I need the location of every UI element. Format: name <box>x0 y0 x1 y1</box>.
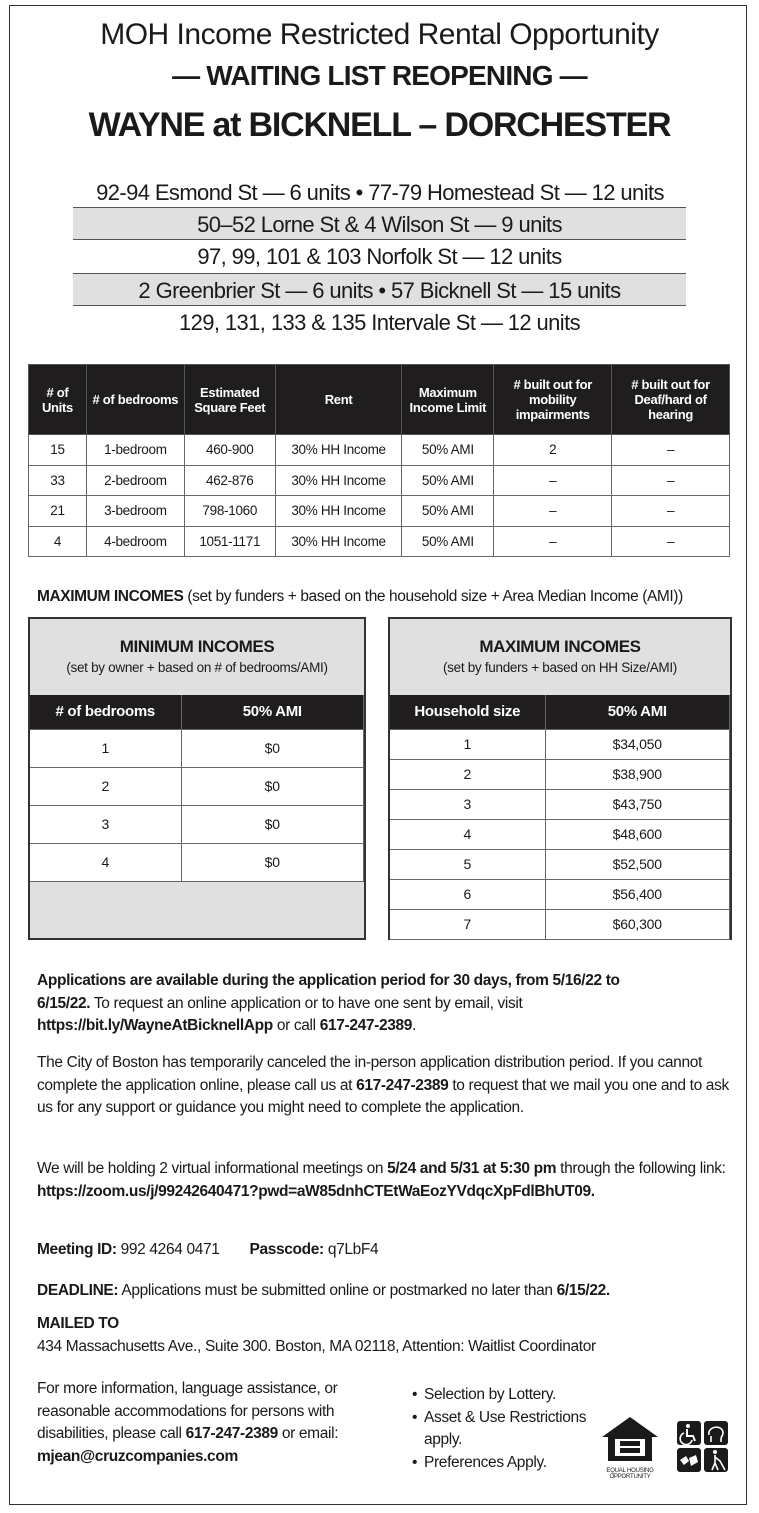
col-header: # of bedrooms <box>86 365 184 435</box>
table-cell: 460-900 <box>184 435 275 466</box>
table-cell: 4 <box>30 843 181 881</box>
col-header: # of Units <box>29 365 87 435</box>
table-cell: $0 <box>181 729 364 767</box>
table-cell: – <box>612 465 730 496</box>
flyer-title: MOH Income Restricted Rental Opportunity <box>100 18 659 51</box>
table-cell: 33 <box>29 465 87 496</box>
table-cell: – <box>612 435 730 466</box>
application-text: . <box>412 1017 416 1034</box>
mailed-to <box>37 1313 737 1358</box>
col-header: Household size <box>390 695 545 729</box>
policy-bullets <box>412 1384 592 1474</box>
table-cell: 30% HH Income <box>275 526 402 557</box>
address-line: 50–52 Lorne St & 4 Wilson St — 9 units <box>73 207 686 240</box>
table-cell: – <box>612 496 730 527</box>
table-cell: 30% HH Income <box>275 496 402 527</box>
application-period: Applications are available during the application period for 30 days, from 5/16/22 to 6/15/22. <box>37 972 620 1012</box>
table-cell: 2 <box>30 767 181 805</box>
equal-housing-logo <box>600 1415 660 1480</box>
max-incomes-table <box>390 695 730 940</box>
application-info <box>37 970 657 1038</box>
table-cell: $0 <box>181 767 364 805</box>
table-cell: 4 <box>29 526 87 557</box>
meetings-text: We will be holding 2 virtual informational meetings on <box>37 1160 388 1177</box>
table-row <box>390 819 730 849</box>
email-link[interactable]: mjean@cruzcompanies.com <box>37 1447 238 1465</box>
table-cell: 798-1060 <box>184 496 275 527</box>
table-cell: 6 <box>390 879 545 909</box>
table-row <box>30 805 364 843</box>
table-cell: 3 <box>390 789 545 819</box>
phone-link[interactable]: 617-247-2389 <box>319 1017 413 1034</box>
meetings-text: through the following link: <box>556 1160 726 1177</box>
table-row <box>390 789 730 819</box>
min-incomes-title: MINIMUM INCOMES <box>119 637 275 656</box>
table-row <box>29 496 730 527</box>
table-cell: 30% HH Income <box>275 465 402 496</box>
table-cell: $52,500 <box>545 849 730 879</box>
deadline-text: Applications must be submitted online or postmarked no later than <box>118 1282 557 1299</box>
address-line: 2 Greenbrier St — 6 units • 57 Bicknell St — 15 units <box>73 273 686 306</box>
table-row <box>29 435 730 466</box>
col-header: # built out for Deaf/hard of hearing <box>612 365 730 435</box>
application-text: To request an online application or to have one sent by email, visit <box>90 994 523 1012</box>
deadline <box>37 1280 737 1303</box>
table-cell: $0 <box>181 805 364 843</box>
table-cell: $0 <box>181 843 364 881</box>
meeting-credentials <box>37 1239 737 1262</box>
address-line: 97, 99, 101 & 103 Norfolk St — 12 units <box>197 244 562 269</box>
meeting-dates: 5/24 and 5/31 at 5:30 pm <box>387 1160 557 1177</box>
phone-link[interactable]: 617-247-2389 <box>356 1076 449 1094</box>
col-header: Estimated Square Feet <box>184 365 275 435</box>
table-row <box>390 849 730 879</box>
table-cell: 1-bedroom <box>86 435 184 466</box>
table-row <box>30 767 364 805</box>
max-incomes-title: MAXIMUM INCOMES <box>479 637 641 656</box>
table-row <box>30 729 364 767</box>
table-cell: $48,600 <box>545 819 730 849</box>
table-row <box>390 729 730 759</box>
table-cell: 50% AMI <box>402 465 494 496</box>
maximum-incomes-box <box>388 617 732 940</box>
table-cell: $60,300 <box>545 909 730 939</box>
canceled-notice <box>37 1052 737 1120</box>
passcode: q7LbF4 <box>323 1241 379 1258</box>
table-cell: $43,750 <box>545 789 730 819</box>
max-incomes-subtitle: (set by funders + based on HH Size/AMI) <box>442 660 678 675</box>
table-cell: $38,900 <box>545 759 730 789</box>
table-cell: 50% AMI <box>402 496 494 527</box>
table-cell: 1 <box>390 729 545 759</box>
table-cell: 5 <box>390 849 545 879</box>
deadline-date: 6/15/22. <box>556 1282 610 1299</box>
col-header: # of bedrooms <box>30 695 181 729</box>
contact-info <box>37 1378 382 1468</box>
table-row <box>30 843 364 881</box>
table-cell: 3 <box>30 805 181 843</box>
min-incomes-subtitle: (set by owner + based on # of bedrooms/AMI) <box>66 660 328 675</box>
minimum-incomes-box <box>28 617 366 940</box>
equal-housing-icon <box>600 1415 660 1463</box>
table-cell: – <box>612 526 730 557</box>
bullet-item: • Asset & Use Restrictions apply. <box>412 1407 592 1452</box>
sign-language-icon <box>677 1448 701 1472</box>
canceled-text: The City of Boston has temporarily canceled the in-person application distribution period. If you cannot complete the application online, please call us at <box>37 1054 702 1094</box>
wheelchair-icon <box>677 1421 701 1445</box>
zoom-link[interactable]: https://zoom.us/j/99242640471?pwd=aW85dnhCTEtWaEozYVdqcXpFdlBhUT09. <box>37 1182 595 1200</box>
table-row <box>390 879 730 909</box>
table-row <box>29 526 730 557</box>
table-cell: – <box>494 526 612 557</box>
col-header: # built out for mobility impairments <box>494 365 612 435</box>
waiting-list-banner: — WAITING LIST REOPENING — <box>172 60 587 91</box>
table-cell: 2 <box>494 435 612 466</box>
meeting-id-label: Meeting ID: <box>37 1241 117 1258</box>
table-cell: 2 <box>390 759 545 789</box>
max-incomes-note <box>37 588 683 606</box>
col-header: Rent <box>275 365 402 435</box>
passcode-label: Passcode: <box>249 1241 324 1258</box>
table-cell: 4-bedroom <box>86 526 184 557</box>
cognitive-icon <box>704 1421 728 1445</box>
deadline-label: DEADLINE: <box>37 1282 119 1299</box>
canceled-text: to request that we mail you one and to ask us for any support or guidance you might need to complete the application. <box>37 1076 729 1116</box>
table-cell: – <box>494 465 612 496</box>
phone-link[interactable]: 617-247-2389 <box>185 1425 278 1442</box>
table-cell: 7 <box>390 909 545 939</box>
table-cell: 21 <box>29 496 87 527</box>
contact-text: or email: <box>277 1425 339 1442</box>
table-cell: – <box>494 496 612 527</box>
accessibility-icons <box>676 1420 730 1474</box>
property-name: WAYNE at BICKNELL – DORCHESTER <box>88 106 671 144</box>
meeting-id: 992 4264 0471 <box>116 1241 220 1258</box>
max-incomes-note-label: MAXIMUM INCOMES <box>37 588 184 605</box>
mailing-address: 434 Massachusetts Ave., Suite 300. Boston, MA 02118, Attention: Waitlist Coordinator <box>37 1337 596 1355</box>
col-header: 50% AMI <box>545 695 730 729</box>
application-text: or call <box>272 1017 320 1034</box>
table-cell: 50% AMI <box>402 526 494 557</box>
table-cell: 462-876 <box>184 465 275 496</box>
table-row <box>29 465 730 496</box>
min-incomes-table <box>30 695 364 882</box>
table-cell: 30% HH Income <box>275 435 402 466</box>
mailed-to-label: MAILED TO <box>37 1315 119 1332</box>
address-line: 129, 131, 133 & 135 Intervale St — 12 units <box>178 310 581 335</box>
table-cell: $56,400 <box>545 879 730 909</box>
table-cell: 15 <box>29 435 87 466</box>
application-link[interactable]: https://bit.ly/WayneAtBicknellApp <box>37 1017 273 1034</box>
meetings-info <box>37 1158 737 1203</box>
table-row <box>390 759 730 789</box>
max-incomes-note-text: (set by funders + based on the household size + Area Median Income (AMI)) <box>183 588 683 605</box>
table-cell: 1 <box>30 729 181 767</box>
table-cell: 4 <box>390 819 545 849</box>
equal-housing-text: EQUAL HOUSING OPPORTUNITY <box>606 1468 654 1480</box>
table-cell: 3-bedroom <box>86 496 184 527</box>
table-row <box>390 909 730 939</box>
table-cell: $34,050 <box>545 729 730 759</box>
low-vision-cane-icon <box>704 1448 728 1472</box>
table-cell: 1051-1171 <box>184 526 275 557</box>
table-cell: 50% AMI <box>402 435 494 466</box>
bullet-item: • Preferences Apply. <box>412 1452 592 1475</box>
units-table <box>28 364 730 557</box>
col-header: Maximum Income Limit <box>402 365 494 435</box>
bullet-item: • Selection by Lottery. <box>412 1384 592 1407</box>
table-cell: 2-bedroom <box>86 465 184 496</box>
contact-text: For more information, language assistance, or reasonable accommodations for persons with disabilities, please call <box>37 1380 338 1442</box>
col-header: 50% AMI <box>181 695 364 729</box>
address-line: 92-94 Esmond St — 6 units • 77-79 Homestead St — 12 units <box>96 180 664 205</box>
